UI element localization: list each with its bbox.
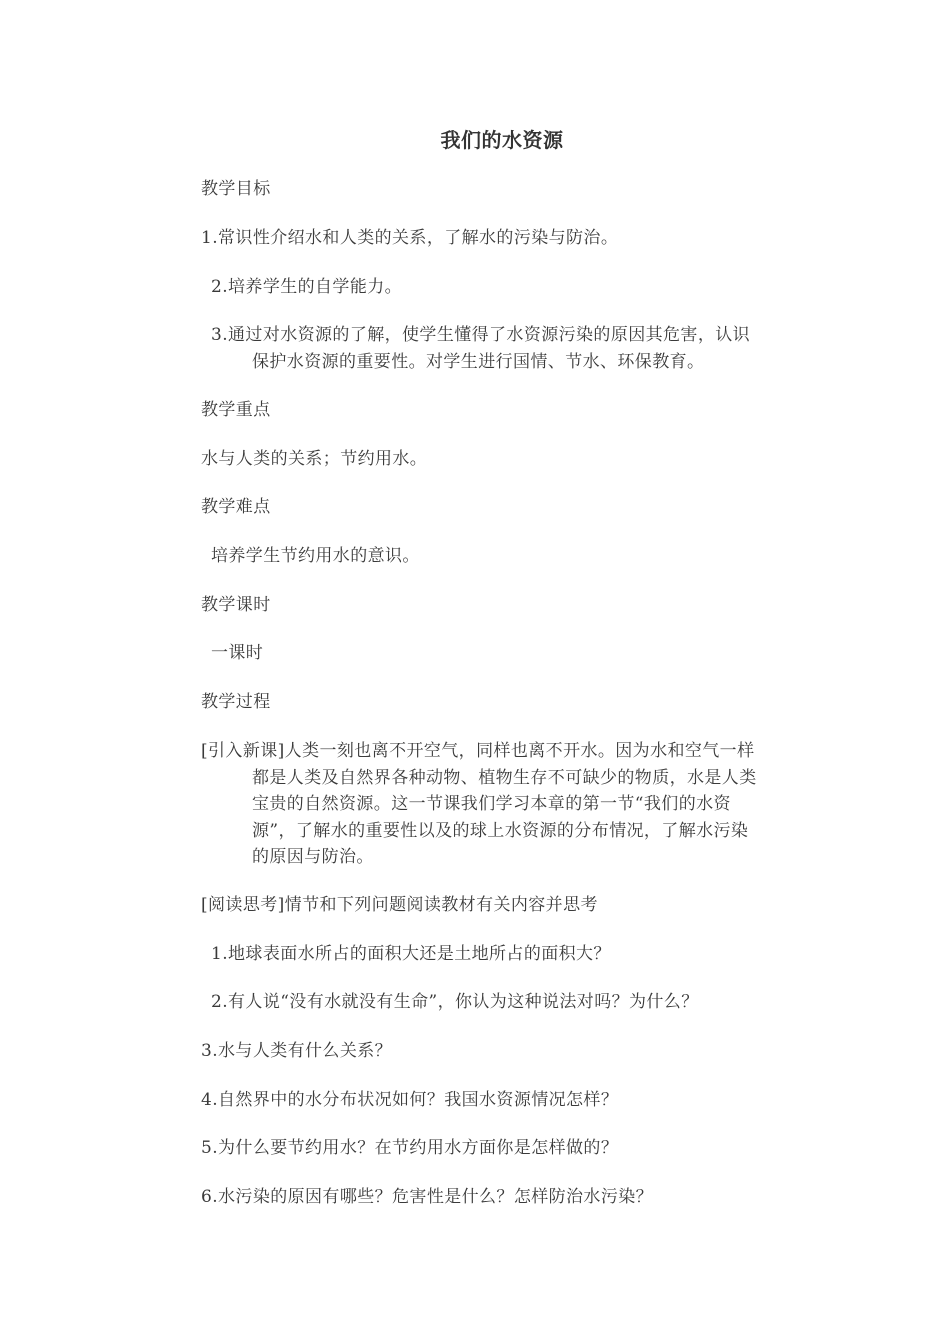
question-4: 4.自然界中的水分布状况如何？我国水资源情况怎样？ bbox=[201, 1090, 619, 1110]
goals-heading: 教学目标 bbox=[201, 179, 271, 199]
process-heading: 教学过程 bbox=[201, 692, 271, 712]
period-heading: 教学课时 bbox=[201, 595, 271, 615]
focus-heading: 教学重点 bbox=[201, 400, 271, 420]
goal-item-1: 1.常识性介绍水和人类的关系，了解水的污染与防治。 bbox=[201, 228, 619, 248]
intro-paragraph bbox=[201, 738, 811, 871]
document-title: 我们的水资源 bbox=[440, 128, 564, 152]
intro-line-2: 都是人类及自然界各种动物、植物生存不可缺少的物质，水是人类 bbox=[252, 767, 757, 788]
goal-item-3-line-2: 保护水资源的重要性。对学生进行国情、节水、环保教育。 bbox=[252, 351, 705, 372]
question-2: 2.有人说“没有水就没有生命”，你认为这种说法对吗？为什么？ bbox=[211, 992, 699, 1012]
period-text: 一课时 bbox=[211, 643, 264, 663]
goal-item-2: 2.培养学生的自学能力。 bbox=[211, 277, 403, 297]
goal-item-3-line-1: 3.通过对水资源的了解，使学生懂得了水资源污染的原因其危害，认识 bbox=[211, 325, 751, 345]
difficulty-heading: 教学难点 bbox=[201, 497, 271, 517]
intro-line-1: [引入新课]人类一刻也离不开空气，同样也离不开水。因为水和空气一样 bbox=[201, 741, 755, 761]
question-1: 1.地球表面水所占的面积大还是土地所占的面积大？ bbox=[211, 944, 611, 964]
intro-line-3: 宝贵的自然资源。这一节课我们学习本章的第一节“我们的水资 bbox=[252, 794, 731, 814]
difficulty-text: 培养学生节约用水的意识。 bbox=[211, 546, 420, 566]
focus-text: 水与人类的关系；节约用水。 bbox=[201, 449, 428, 469]
reading-heading: [阅读思考]情节和下列问题阅读教材有关内容并思考 bbox=[201, 895, 598, 915]
question-3: 3.水与人类有什么关系？ bbox=[201, 1041, 393, 1061]
question-5: 5.为什么要节约用水？在节约用水方面你是怎样做的？ bbox=[201, 1138, 619, 1158]
goal-item-3 bbox=[211, 322, 821, 375]
question-6: 6.水污染的原因有哪些？危害性是什么？怎样防治水污染？ bbox=[201, 1187, 654, 1207]
intro-line-4: 源”，了解水的重要性以及的球上水资源的分布情况，了解水污染 bbox=[252, 820, 749, 841]
intro-line-5: 的原因与防治。 bbox=[252, 847, 374, 867]
